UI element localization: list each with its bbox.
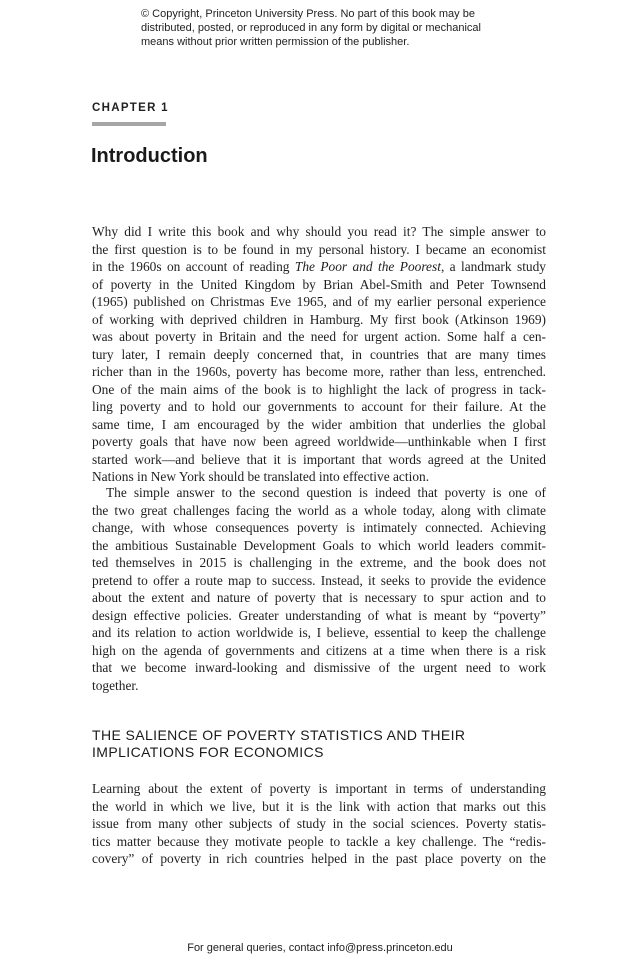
text-line: design effective policies. Greater understanding of what is meant by “poverty” <box>92 607 546 623</box>
text-line: pretend to offer a route map to success. Instead, it seeks to provide the evidence <box>92 572 546 588</box>
text-line: together. <box>92 677 139 693</box>
text-line: the world in which we live, but it is the link with action that marks out this <box>92 798 546 814</box>
text-line: Nations in New York should be translated into effective action. <box>92 469 430 484</box>
book-title: The Poor and the Poorest <box>294 259 441 274</box>
text-line: the ambitious Sustainable Development Goals to which world leaders commit- <box>92 537 546 553</box>
text-line: started work—and believe that it is important that words agreed at the United <box>92 451 546 467</box>
text-line: the first question is to be found in my personal history. I became an economist <box>92 241 546 257</box>
text-line: high on the agenda of governments and citizens at a time when there is a risk <box>92 642 546 658</box>
copyright-line: means without prior written permission of the publisher. <box>141 36 410 48</box>
text-line: of poverty in the United Kingdom by Brian Abel-Smith and Peter Townsend <box>92 276 546 292</box>
section-heading-line: IMPLICATIONS FOR ECONOMICS <box>92 744 324 760</box>
text-segment: , a landmark study <box>440 259 546 274</box>
text-line: The simple answer to the second question is indeed that poverty is one of <box>106 485 546 500</box>
section-heading <box>92 727 552 761</box>
text-line: that we become inward-looking and dismissive of the urgent need to work <box>92 660 546 675</box>
text-line: tics matter because they motivate people to tackle a key challenge. The “redis- <box>92 833 546 849</box>
footer-contact: For general queries, contact info@press.princeton.edu <box>187 942 453 954</box>
text-line: same time, I am encouraged by the wider ambition that underlies the global <box>92 416 546 432</box>
text-line: (1965) published on Christmas Eve 1965, and of my earlier personal experience <box>92 294 546 309</box>
paragraph-1 <box>92 223 546 486</box>
text-line: poverty goals that have now been agreed worldwide—unthinkable when I first <box>92 434 546 449</box>
chapter-rule <box>92 122 166 126</box>
text-line: issue from many other subjects of study in the social sciences. Poverty statis- <box>92 816 546 831</box>
text-line: covery” of poverty in rich countries helped in the past place poverty on the <box>92 851 546 866</box>
text-line: Learning about the extent of poverty is important in terms of understanding <box>92 781 546 796</box>
text-line <box>92 258 546 276</box>
copyright-line: © Copyright, Princeton University Press. No part of this book may be <box>141 8 475 20</box>
text-line: Why did I write this book and why should you read it? The simple answer to <box>92 224 546 239</box>
text-line: of working with deprived children in Hamburg. My first book (Atkinson 1969) <box>92 311 546 327</box>
paragraph-2 <box>92 484 546 694</box>
paragraph-3 <box>92 780 546 868</box>
text-line: richer than in the 1960s, poverty has become more, rather than less, entrenched. <box>92 364 546 379</box>
text-line: the two great challenges facing the world as a whole today, along with climate <box>92 502 546 518</box>
text-segment: in the 1960s on account of reading <box>92 259 290 274</box>
text-line: ling poverty and to hold our governments to account for their failure. At the <box>92 399 546 414</box>
copyright-notice <box>141 7 521 49</box>
section-heading-line: THE SALIENCE OF POVERTY STATISTICS AND THEIR <box>92 727 466 743</box>
text-line: and its relation to action worldwide is, I believe, essential to keep the challenge <box>92 625 546 640</box>
text-line: One of the main aims of the book is to highlight the lack of progress in tack- <box>92 381 546 397</box>
chapter-title: Introduction <box>91 145 208 167</box>
text-line: tury later, I remain deeply concerned that, in countries that are many times <box>92 346 546 362</box>
text-line: change, with whose consequences poverty is intimately connected. Achieving <box>92 520 546 535</box>
text-line: was about poverty in Britain and the need for urgent action. Some half a cen- <box>92 329 546 344</box>
text-line: ted themselves in 2015 is challenging in the extreme, and the book does not <box>92 555 546 570</box>
chapter-label: CHAPTER 1 <box>92 102 169 114</box>
copyright-line: distributed, posted, or reproduced in any form by digital or mechanical <box>141 22 481 34</box>
text-line: about the extent and nature of poverty that is necessary to spur action and to <box>92 590 546 605</box>
